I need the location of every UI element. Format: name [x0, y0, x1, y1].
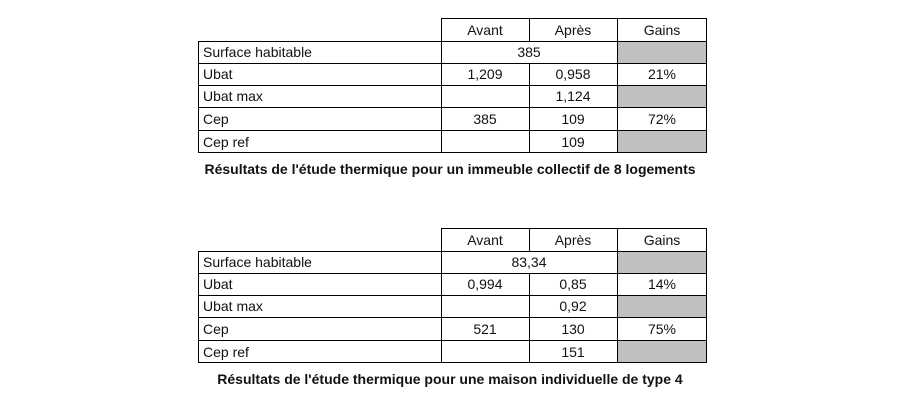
cell-cep-apres: 130	[561, 320, 585, 337]
table-caption-2: Résultats de l'étude thermique pour une maison individuelle de type 4	[217, 371, 683, 387]
cell-ubat-max-apres: 0,92	[559, 298, 587, 314]
grid-line	[441, 228, 707, 229]
grid-line	[198, 317, 707, 318]
grid-line	[617, 228, 618, 363]
row-label-surface-habitable: Surface habitable	[203, 254, 312, 270]
grid-line	[529, 18, 530, 41]
row-label-ubat-max: Ubat max	[203, 88, 263, 104]
cell-gain-empty	[617, 130, 707, 153]
header-avant: Avant	[467, 21, 503, 38]
cell-gain-empty	[617, 41, 707, 63]
grid-line	[198, 130, 707, 131]
cell-ubat-gain: 14%	[647, 276, 677, 292]
grid-line	[198, 340, 707, 341]
grid-line	[529, 63, 530, 153]
grid-line	[198, 273, 707, 274]
cell-ubat-apres: 0,85	[559, 276, 587, 292]
grid-line	[198, 41, 199, 153]
grid-line	[198, 251, 707, 252]
grid-line	[441, 18, 442, 153]
grid-line	[198, 251, 199, 363]
cell-gain-empty	[617, 251, 707, 273]
grid-line	[706, 18, 707, 153]
cell-cep-apres: 109	[561, 110, 585, 127]
grid-line	[198, 362, 707, 363]
cell-cep-ref-apres: 109	[561, 133, 585, 150]
grid-line	[529, 273, 530, 363]
cell-surface-merged: 385	[517, 44, 541, 60]
grid-line	[441, 18, 707, 19]
cell-cep-avant: 385	[473, 110, 497, 127]
grid-line	[198, 295, 707, 296]
grid-line	[198, 41, 707, 42]
cell-cep-avant: 521	[473, 320, 497, 337]
row-label-ubat: Ubat	[203, 66, 233, 82]
cell-cep-ref-apres: 151	[561, 343, 585, 360]
row-label-surface-habitable: Surface habitable	[203, 44, 312, 60]
cell-surface-merged: 83,34	[511, 254, 547, 270]
grid-line	[198, 85, 707, 86]
cell-ubat-apres: 0,958	[555, 66, 591, 82]
cell-cep-gain: 75%	[647, 320, 677, 337]
row-label-cep-ref: Cep ref	[203, 343, 249, 360]
row-label-cep-ref: Cep ref	[203, 133, 249, 150]
grid-line	[441, 228, 442, 363]
cell-gain-empty	[617, 295, 707, 317]
header-gains: Gains	[643, 231, 681, 248]
row-label-cep: Cep	[203, 110, 229, 127]
cell-gain-empty	[617, 340, 707, 363]
grid-line	[198, 152, 707, 153]
cell-ubat-avant: 1,209	[467, 66, 503, 82]
row-label-ubat: Ubat	[203, 276, 233, 292]
row-label-ubat-max: Ubat max	[203, 298, 263, 314]
header-avant: Avant	[467, 231, 503, 248]
grid-line	[198, 107, 707, 108]
row-label-cep: Cep	[203, 320, 229, 337]
cell-ubat-gain: 21%	[647, 66, 677, 82]
grid-line	[198, 63, 707, 64]
header-apres: Après	[554, 231, 592, 248]
cell-ubat-max-apres: 1,124	[555, 88, 591, 104]
cell-ubat-avant: 0,994	[467, 276, 503, 292]
header-apres: Après	[554, 21, 592, 38]
grid-line	[706, 228, 707, 363]
header-gains: Gains	[643, 21, 681, 38]
cell-cep-gain: 72%	[647, 110, 677, 127]
results-table-2	[198, 228, 707, 363]
results-table-1	[198, 18, 707, 153]
table-caption-1: Résultats de l'étude thermique pour un immeuble collectif de 8 logements	[204, 161, 696, 177]
grid-line	[529, 228, 530, 251]
grid-line	[617, 18, 618, 153]
cell-gain-empty	[617, 85, 707, 107]
